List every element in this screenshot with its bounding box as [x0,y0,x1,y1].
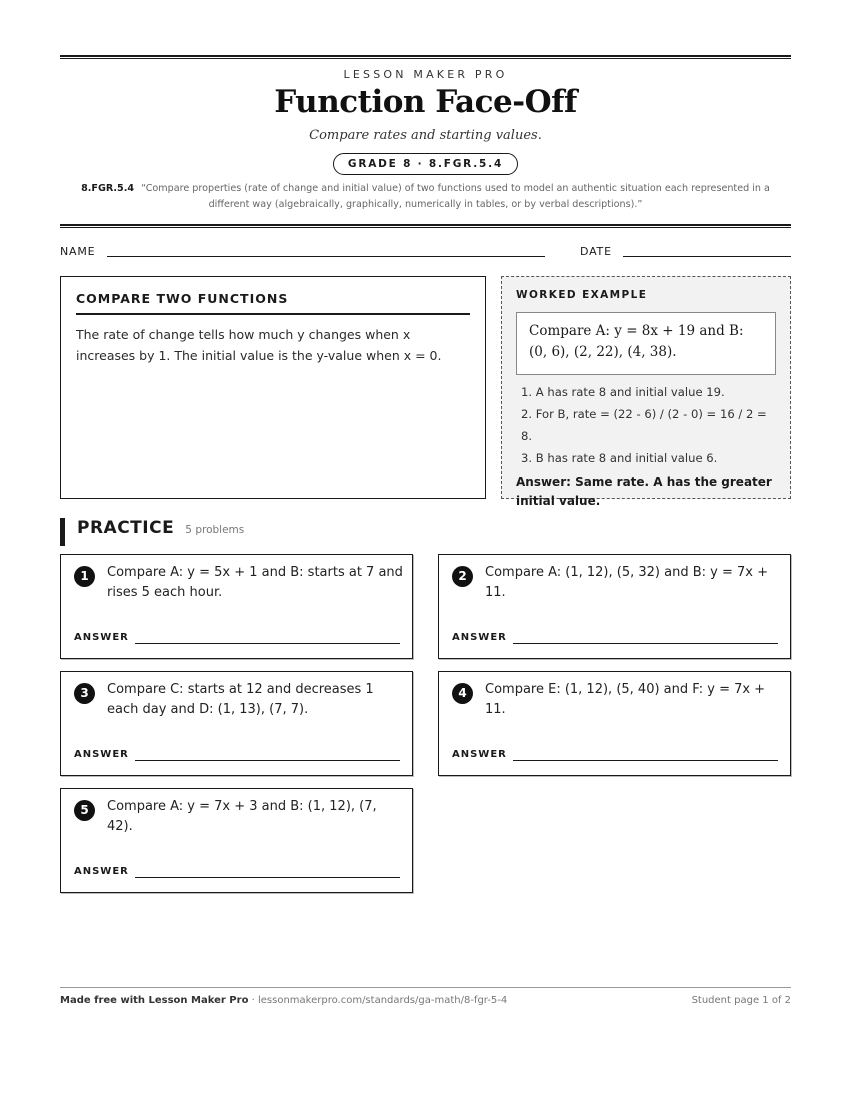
problem-number-badge: 2 [452,566,473,587]
date-field[interactable] [623,256,791,257]
answer-field[interactable] [513,760,778,761]
compare-box-heading: COMPARE TWO FUNCTIONS [76,291,470,315]
worked-example-steps [516,381,776,469]
problem-text: Compare A: y = 5x + 1 and B: starts at 7 and rises 5 each hour. [107,565,403,600]
standard-description [60,181,791,213]
answer-field[interactable] [513,643,778,644]
name-label: NAME [60,245,96,258]
problem-text: Compare A: (1, 12), (5, 32) and B: y = 7x + 11. [485,565,768,600]
grade-badge-wrap [60,152,791,175]
answer-field[interactable] [135,877,400,878]
brand-name: LESSON MAKER PRO [343,68,508,81]
practice-problem-3 [60,671,413,776]
worked-step: 2. For B, rate = (22 - 6) / (2 - 0) = 16 / 2 = 8. [521,407,767,443]
worked-example-answer: Answer: Same rate. A has the greater initial value. [516,475,772,508]
answer-label: ANSWER [452,749,507,760]
compare-box-body: The rate of change tells how much y changes when x increases by 1. The initial value is the y-value when x = 0. [76,327,442,363]
problem-number-badge: 5 [74,800,95,821]
footer-rule [60,987,791,988]
problem-text: Compare C: starts at 12 and decreases 1 each day and D: (1, 13), (7, 7). [107,682,374,717]
grade-badge: GRADE 8 · 8.FGR.5.4 [333,153,518,175]
practice-problem-5 [60,788,413,893]
header-top-rule [60,55,791,59]
worked-example-heading: WORKED EXAMPLE [516,289,648,301]
problem-text: Compare A: y = 7x + 3 and B: (1, 12), (7, 42). [107,799,377,834]
practice-problem-4 [438,671,791,776]
standard-text: “Compare properties (rate of change and initial value) of two functions used to model an authentic situation each represented in a different way (algebraically, graphically, numerically in tables, or by verbal descriptions).” [141,183,770,210]
problem-number-badge: 1 [74,566,95,587]
problem-number-badge: 3 [74,683,95,704]
footer-credit [60,995,507,1006]
worksheet-title: Function Face-Off [274,84,577,120]
answer-field[interactable] [135,760,400,761]
compare-functions-box [60,276,486,499]
answer-label: ANSWER [74,632,129,643]
header-bottom-rule [60,224,791,228]
practice-count: 5 problems [185,524,245,536]
worksheet-page [60,0,791,1100]
practice-title: PRACTICE [77,518,175,538]
answer-label: ANSWER [74,749,129,760]
problem-number-badge: 4 [452,683,473,704]
standard-code: 8.FGR.5.4 [81,183,135,194]
date-label: DATE [580,245,612,258]
name-date-row [60,245,791,261]
problem-text: Compare E: (1, 12), (5, 40) and F: y = 7x + 11. [485,682,766,717]
worked-example-box [501,276,791,508]
footer-url[interactable]: · lessonmakerpro.com/standards/ga-math/8-fgr-5-4 [248,995,508,1006]
practice-heading [60,518,244,546]
answer-label: ANSWER [452,632,507,643]
worksheet-subtitle: Compare rates and starting values. [309,128,542,143]
practice-problem-1 [60,554,413,659]
answer-label: ANSWER [74,866,129,877]
worked-step: 3. B has rate 8 and initial value 6. [521,451,718,465]
footer-page-number: Student page 1 of 2 [691,995,791,1006]
answer-field[interactable] [135,643,400,644]
practice-problem-2 [438,554,791,659]
footer-made-with: Made free with Lesson Maker Pro [60,995,249,1006]
worked-step: 1. A has rate 8 and initial value 19. [521,385,725,399]
name-field[interactable] [107,256,545,257]
worked-example-problem: Compare A: y = 8x + 19 and B: (0, 6), (2, 22), (4, 38). [516,312,776,375]
